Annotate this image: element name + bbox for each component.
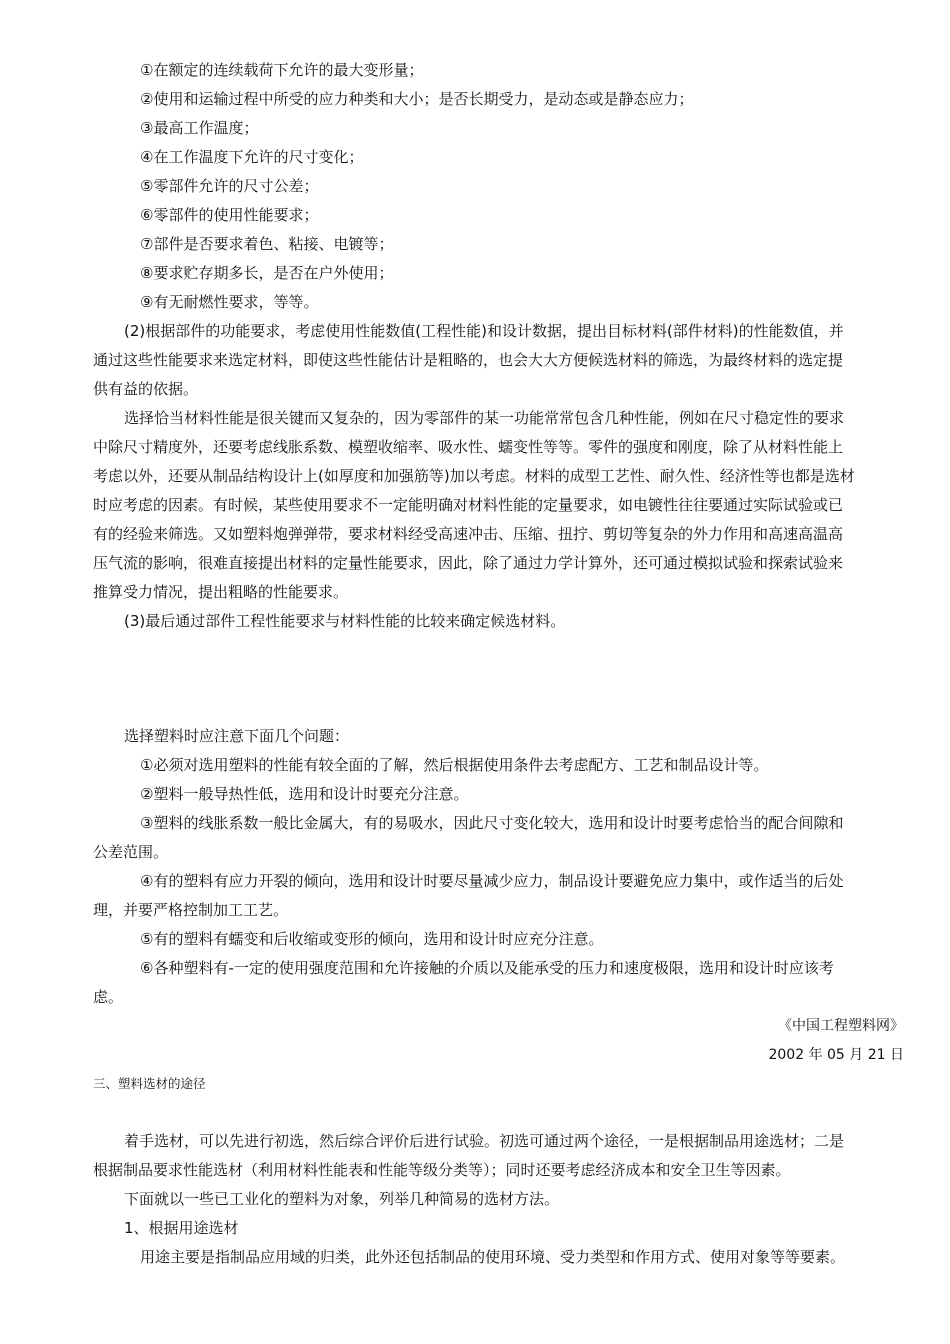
requirement-item: ⑧要求贮存期多长，是否在户外使用； <box>140 264 394 282</box>
requirement-item: ⑤零部件允许的尺寸公差； <box>140 177 319 195</box>
notes-intro: 选择塑料时应注意下面几个问题： <box>124 727 350 745</box>
note-item: ⑥各种塑料有-一定的使用强度范围和允许接触的介质以及能承受的压力和速度极限，选用和设计时应该考 <box>140 959 834 977</box>
paragraph-line: 通过这些性能要求来选定材料，即使这些性能估计是粗略的，也会大大方便候选材料的筛选，为最终材料的选定提 <box>93 351 844 369</box>
paragraph-line: 有的经验来筛选。又如塑料炮弹弹带，要求材料经受高速冲击、压缩、扭拧、剪切等复杂的外力作用和高速高温高 <box>93 525 844 543</box>
paragraph-line: 根据制品要求性能选材（利用材料性能表和性能等级分类等）；同时还要考虑经济成本和安全卫生等因素。 <box>93 1161 791 1179</box>
note-item-continuation: 虑。 <box>93 988 124 1006</box>
paragraph-line: 时应考虑的因素。有时候，某些使用要求不一定能明确对材料性能的定量要求，如电镀性往往要通过实际试验或已 <box>93 496 844 514</box>
paragraph-line: 考虑以外，还要从制品结构设计上(如厚度和加强筋等)加以考虑。材料的成型工艺性、耐久性、经济性等也都是选材 <box>93 467 855 485</box>
paragraph-line: 着手选材，可以先进行初选，然后综合评价后进行试验。初选可通过两个途径，一是根据制品用途选材；二是 <box>124 1132 845 1150</box>
paragraph-line: 压气流的影响，很难直接提出材料的定量性能要求，因此，除了通过力学计算外，还可通过模拟试验和探索试验来 <box>93 554 844 572</box>
subsection-heading: 1、根据用途选材 <box>124 1219 239 1237</box>
requirement-item: ①在额定的连续载荷下允许的最大变形量； <box>140 61 424 79</box>
publish-date: 2002 年 05 月 21 日 <box>768 1047 904 1063</box>
requirement-item: ⑨有无耐燃性要求，等等。 <box>140 293 319 311</box>
requirement-item: ⑥零部件的使用性能要求； <box>140 206 319 224</box>
section-heading: 三、塑料选材的途径 <box>93 1076 206 1091</box>
requirement-item: ③最高工作温度； <box>140 119 259 137</box>
paragraph-line: (2)根据部件的功能要求，考虑使用性能数值(工程性能)和设计数据，提出目标材料(部件材料)的性能数值，并 <box>124 322 844 340</box>
note-item: ④有的塑料有应力开裂的倾向，选用和设计时要尽量减少应力，制品设计要避免应力集中，或作适当的后处 <box>140 872 844 890</box>
paragraph-line: 用途主要是指制品应用域的归类，此外还包括制品的使用环境、受力类型和作用方式、使用对象等等要素。 <box>140 1248 846 1266</box>
paragraph-line: 推算受力情况，提出粗略的性能要求。 <box>93 583 349 601</box>
note-item: ③塑料的线胀系数一般比金属大，有的易吸水，因此尺寸变化较大，选用和设计时要考虑恰当的配合间隙和 <box>140 814 844 832</box>
note-item-continuation: 公差范围。 <box>93 843 169 861</box>
source-citation: 《中国工程塑料网》 <box>778 1018 904 1034</box>
paragraph-line: 选择恰当材料性能是很关键而又复杂的，因为零部件的某一功能常常包含几种性能，例如在尺寸稳定性的要求 <box>124 409 845 427</box>
requirement-item: ②使用和运输过程中所受的应力种类和大小；是否长期受力，是动态或是静态应力； <box>140 90 694 108</box>
paragraph-line: 供有益的依据。 <box>93 380 199 398</box>
requirement-item: ⑦部件是否要求着色、粘接、电镀等； <box>140 235 394 253</box>
note-item-continuation: 理，并要严格控制加工工艺。 <box>93 901 289 919</box>
paragraph-line: 中除尺寸精度外，还要考虑线胀系数、模塑收缩率、吸水性、蠕变性等等。零件的强度和刚度，除了从材料性能上 <box>93 438 844 456</box>
step3-paragraph: (3)最后通过部件工程性能要求与材料性能的比较来确定候选材料。 <box>124 612 566 630</box>
requirement-item: ④在工作温度下允许的尺寸变化； <box>140 148 364 166</box>
note-item: ②塑料一般导热性低，选用和设计时要充分注意。 <box>140 785 469 803</box>
note-item: ①必须对选用塑料的性能有较全面的了解，然后根据使用条件去考虑配方、工艺和制品设计等。 <box>140 756 769 774</box>
paragraph-line: 下面就以一些已工业化的塑料为对象，列举几种简易的选材方法。 <box>124 1190 560 1208</box>
note-item: ⑤有的塑料有蠕变和后收缩或变形的倾向，选用和设计时应充分注意。 <box>140 930 604 948</box>
